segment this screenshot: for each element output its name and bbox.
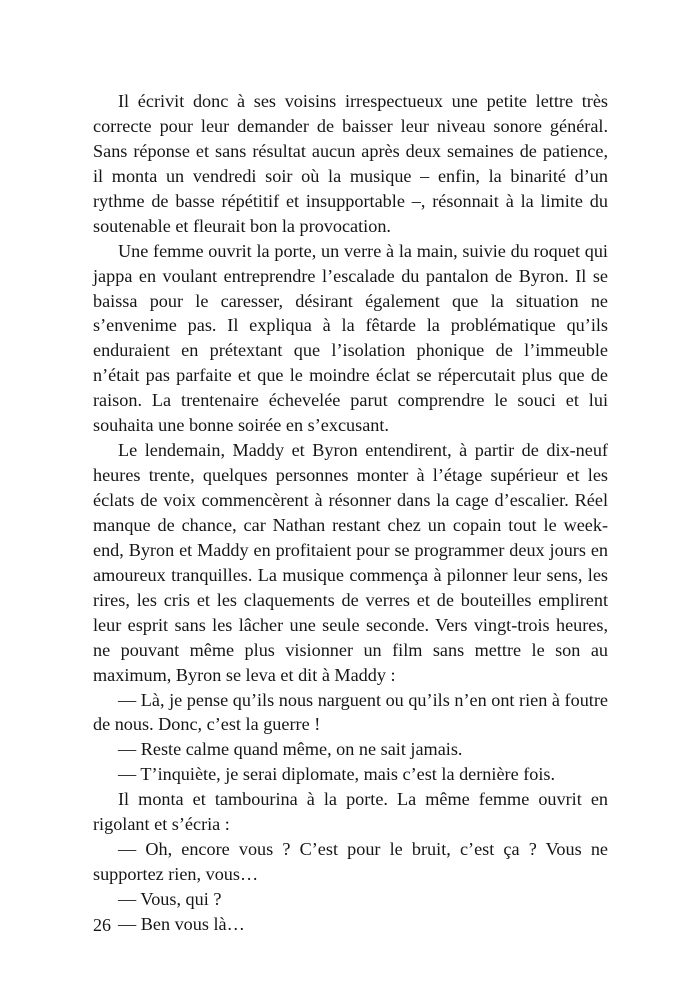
text-line: supportez rien, vous… [93, 864, 259, 885]
paragraph [93, 239, 608, 439]
page-number: 26 [93, 915, 111, 935]
dialogue-line [93, 837, 608, 887]
paragraph [93, 787, 608, 837]
dialogue-line [93, 912, 608, 937]
text-line: — Là, je pense qu’ils nous narguent ou qu’ils n’en ont rien à foutre [118, 689, 608, 710]
text-line: leur esprit sans les lâcher une seule seconde. Vers vingt-trois heures, [93, 614, 608, 635]
text-line: raison. La trentenaire échevelée parut comprendre le souci et lui [93, 390, 608, 411]
text-line: maximum, Byron se leva et dit à Maddy : [93, 664, 396, 685]
text-line: end, Byron et Maddy en profitaient pour se programmer deux jours en [93, 539, 608, 560]
text-line: souhaita une bonne soirée en s’excusant. [93, 415, 389, 436]
dialogue-line [93, 762, 608, 787]
text-line: rigolant et s’écria : [93, 814, 230, 835]
text-line: correcte pour leur demander de baisser leur niveau sonore général. [93, 115, 608, 136]
text-line: de nous. Donc, c’est la guerre ! [93, 714, 321, 735]
text-line: éclats de voix commencèrent à résonner dans la cage d’escalier. Réel [93, 490, 608, 510]
text-line: Il monta et tambourina à la porte. La même femme ouvrit en [118, 789, 608, 810]
text-line: s’envenime pas. Il expliqua à la fêtarde la problématique qu’ils [93, 315, 608, 336]
text-line: — Reste calme quand même, on ne sait jamais. [118, 739, 463, 760]
text-line: Sans réponse et sans résultat aucun après deux semaines de patience, [93, 140, 608, 161]
text-line: baissa pour le caresser, désirant également que la situation ne [93, 290, 608, 311]
text-line: n’était pas parfaite et que le moindre éclat se répercutait plus que de [93, 365, 608, 386]
dialogue-line [93, 887, 608, 912]
text-line: — Vous, qui ? [118, 889, 222, 909]
paragraph [93, 438, 608, 687]
text-line: — T’inquiète, je serai diplomate, mais c’est la dernière fois. [118, 764, 556, 785]
text-line: — Ben vous là… [118, 913, 245, 934]
text-line: amoureux tranquilles. La musique commença à pilonner leur sens, les [93, 564, 608, 585]
text-line: il monta un vendredi soir où la musique – enfin, la binarité d’un [93, 165, 608, 186]
text-line: ne pouvant même plus visionner un film sans mettre le son au [93, 639, 608, 660]
text-line: rythme de basse répétitif et insupportable –, résonnait à la limite du [93, 190, 608, 211]
page-body [93, 89, 608, 937]
text-line: — Oh, encore vous ? C’est pour le bruit, c’est ça ? Vous ne [118, 839, 608, 860]
text-line: soutenable et fleurait bon la provocation. [93, 215, 391, 236]
text-line: Il écrivit donc à ses voisins irrespectueux une petite lettre très [118, 91, 608, 111]
text-line: Le lendemain, Maddy et Byron entendirent, à partir de dix-neuf [118, 440, 608, 461]
paragraph [93, 89, 608, 239]
text-line: enduraient en prétextant que l’isolation phonique de l’immeuble [93, 340, 608, 361]
text-line: jappa en voulant entreprendre l’escalade du pantalon de Byron. Il se [93, 265, 608, 286]
text-line: Une femme ouvrit la porte, un verre à la main, suivie du roquet qui [118, 240, 608, 261]
text-line: rires, les cris et les claquements de verres et de bouteilles emplirent [93, 589, 608, 610]
text-line: manque de chance, car Nathan restant chez un copain tout le week- [93, 514, 608, 535]
dialogue-line [93, 688, 608, 738]
dialogue-line [93, 737, 608, 762]
text-line: heures trente, quelques personnes monter à l’étage supérieur et les [93, 465, 608, 486]
